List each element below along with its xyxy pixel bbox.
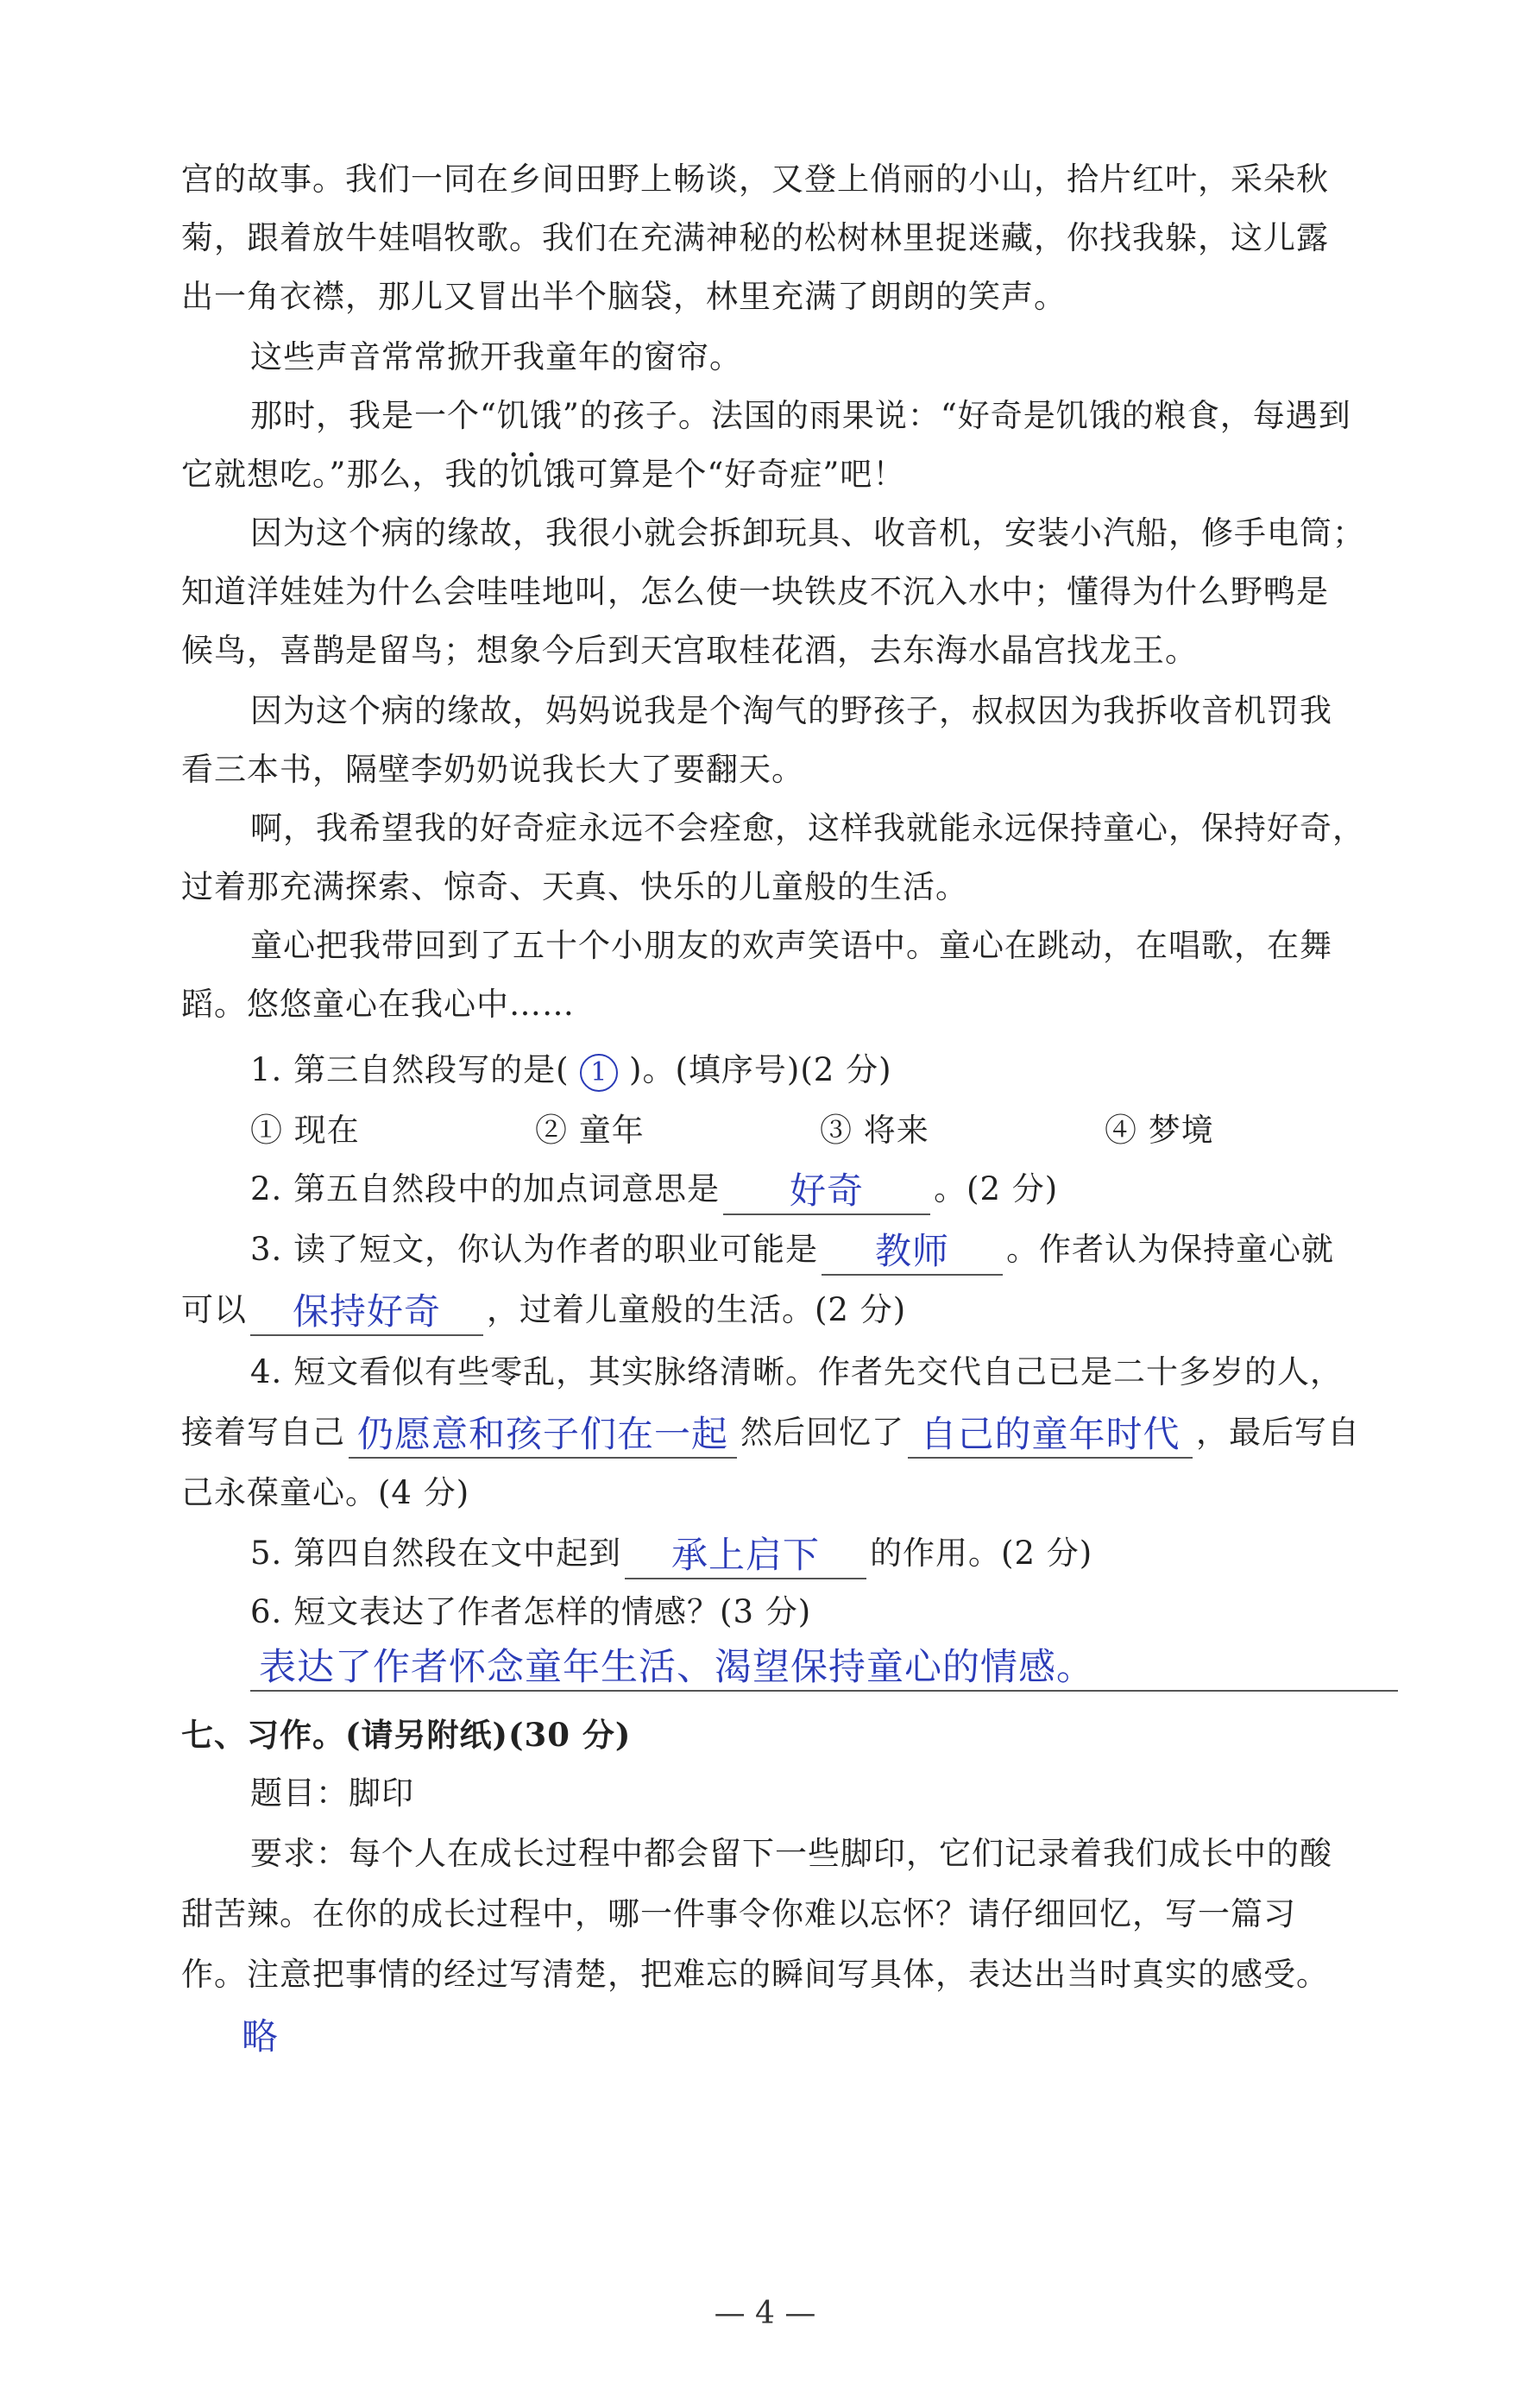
story-line: 因为这个病的缘故，我很小就会拆卸玩具、收音机，安装小汽船，修手电筒； — [250, 514, 1365, 552]
answer-underline — [250, 1690, 1398, 1692]
answer-blank[interactable]: 保持好奇 — [250, 1289, 483, 1336]
story-line: 啊，我希望我的好奇症永远不会痊愈，这样我就能永远保持童心，保持好奇， — [250, 810, 1365, 847]
section-heading: 七、习作。(请另附纸)(30 分) — [181, 1716, 632, 1754]
writing-requirement: 要求：每个人在成长过程中都会留下一些脚印，它们记录着我们成长中的酸 — [250, 1835, 1332, 1872]
answer-blank[interactable]: 仍愿意和孩子们在一起 — [349, 1412, 737, 1459]
story-line: 宫的故事。我们一同在乡间田野上畅谈，又登上俏丽的小山，拾片红叶，采朵秋 — [181, 161, 1329, 198]
writing-answer[interactable]: 略 — [242, 2015, 280, 2058]
writing-topic: 题目：脚印 — [250, 1774, 414, 1812]
question-text: 3. 读了短文，你认为作者的职业可能是 — [250, 1231, 819, 1268]
story-line — [250, 390, 1407, 442]
story-text: ”的孩子。法国的雨果说：“好奇是饥饿的粮食，每遇到 — [562, 397, 1351, 434]
option: ③ 将来 — [820, 1112, 929, 1149]
question-6: 6. 短文表达了作者怎样的情感？(3 分) — [250, 1593, 812, 1630]
question-text: )。(填序号)(2 分) — [629, 1051, 892, 1088]
story-line: 过着那充满探索、惊奇、天真、快乐的儿童般的生活。 — [181, 868, 968, 905]
story-line: 因为这个病的缘故，妈妈说我是个淘气的野孩子，叔叔因为我拆收音机罚我 — [250, 692, 1332, 729]
writing-requirement: 甜苦辣。在你的成长过程中，哪一件事令你难以忘怀？请仔细回忆，写一篇习 — [181, 1895, 1296, 1932]
story-line: 菊，跟着放牛娃唱牧歌。我们在充满神秘的松树林里捉迷藏，你找我躲，这儿露 — [181, 219, 1329, 256]
question-3-cont — [181, 1284, 1407, 1336]
option: ② 童年 — [535, 1112, 645, 1149]
question-text: 然后回忆了 — [740, 1414, 904, 1451]
story-line: 知道洋娃娃为什么会哇哇地叫，怎么使一块铁皮不沉入水中；懂得为什么野鸭是 — [181, 573, 1329, 610]
page-number: — 4 — — [714, 2296, 816, 2331]
question-text: 2. 第五自然段中的加点词意思是 — [250, 1170, 721, 1207]
story-line: 候鸟，喜鹊是留鸟；想象今后到天宫取桂花酒，去东海水晶宫找龙王。 — [181, 632, 1198, 669]
question-1-options — [250, 1105, 1407, 1157]
question-4: 4. 短文看似有些零乱，其实脉络清晰。作者先交代自己已是二十多岁的人， — [250, 1353, 1344, 1390]
question-text: 5. 第四自然段在文中起到 — [250, 1535, 622, 1572]
story-line: 这些声音常常掀开我童年的窗帘。 — [250, 338, 742, 375]
option: ① 现在 — [250, 1112, 360, 1149]
question-text: 的作用。(2 分) — [870, 1535, 1093, 1572]
question-text: ，最后写自 — [1196, 1414, 1360, 1451]
writing-requirement: 作。注意把事情的经过写清楚，把难忘的瞬间写具体，表达出当时真实的感受。 — [181, 1956, 1329, 1993]
question-text: ，过着儿童般的生活。(2 分) — [487, 1291, 907, 1328]
option: ④ 梦境 — [1105, 1112, 1214, 1149]
story-line: 看三本书，隔壁李奶奶说我长大了要翻天。 — [181, 751, 804, 788]
answer-blank[interactable]: 好奇 — [723, 1169, 930, 1215]
question-4-end: 己永葆童心。(4 分) — [181, 1474, 470, 1511]
answer-blank[interactable]: 自己的童年时代 — [908, 1412, 1193, 1459]
question-text: 可以 — [181, 1291, 247, 1328]
story-line: 出一角衣襟，那儿又冒出半个脑袋，林里充满了朗朗的笑声。 — [181, 278, 1067, 315]
question-text: 1. 第三自然段写的是( — [250, 1051, 570, 1088]
story-line: 童心把我带回到了五十个小朋友的欢声笑语中。童心在跳动，在唱歌，在舞 — [250, 927, 1332, 964]
question-text: 。作者认为保持童心就 — [1006, 1231, 1335, 1268]
question-5 — [250, 1528, 1407, 1579]
story-text: 那时，我是一个“ — [250, 397, 497, 434]
story-line: 蹈。悠悠童心在我心中…… — [181, 986, 575, 1023]
question-4-cont — [181, 1407, 1407, 1459]
dotted-word: 饥饿 •• — [497, 397, 563, 434]
answer-blank[interactable]: 承上启下 — [625, 1533, 866, 1579]
question-text: 接着写自己 — [181, 1414, 345, 1451]
story-line: 它就想吃。”那么，我的饥饿可算是个“好奇症”吧！ — [181, 456, 906, 493]
question-3 — [250, 1224, 1407, 1276]
question-text: 。(2 分) — [934, 1170, 1059, 1207]
answer-q6[interactable]: 表达了作者怀念童年生活、渴望保持童心的情感。 — [259, 1646, 1094, 1689]
question-1 — [250, 1044, 1407, 1096]
answer-blank[interactable]: 教师 — [822, 1229, 1003, 1276]
answer-circled: 1 — [580, 1054, 618, 1092]
question-2 — [250, 1163, 1407, 1215]
